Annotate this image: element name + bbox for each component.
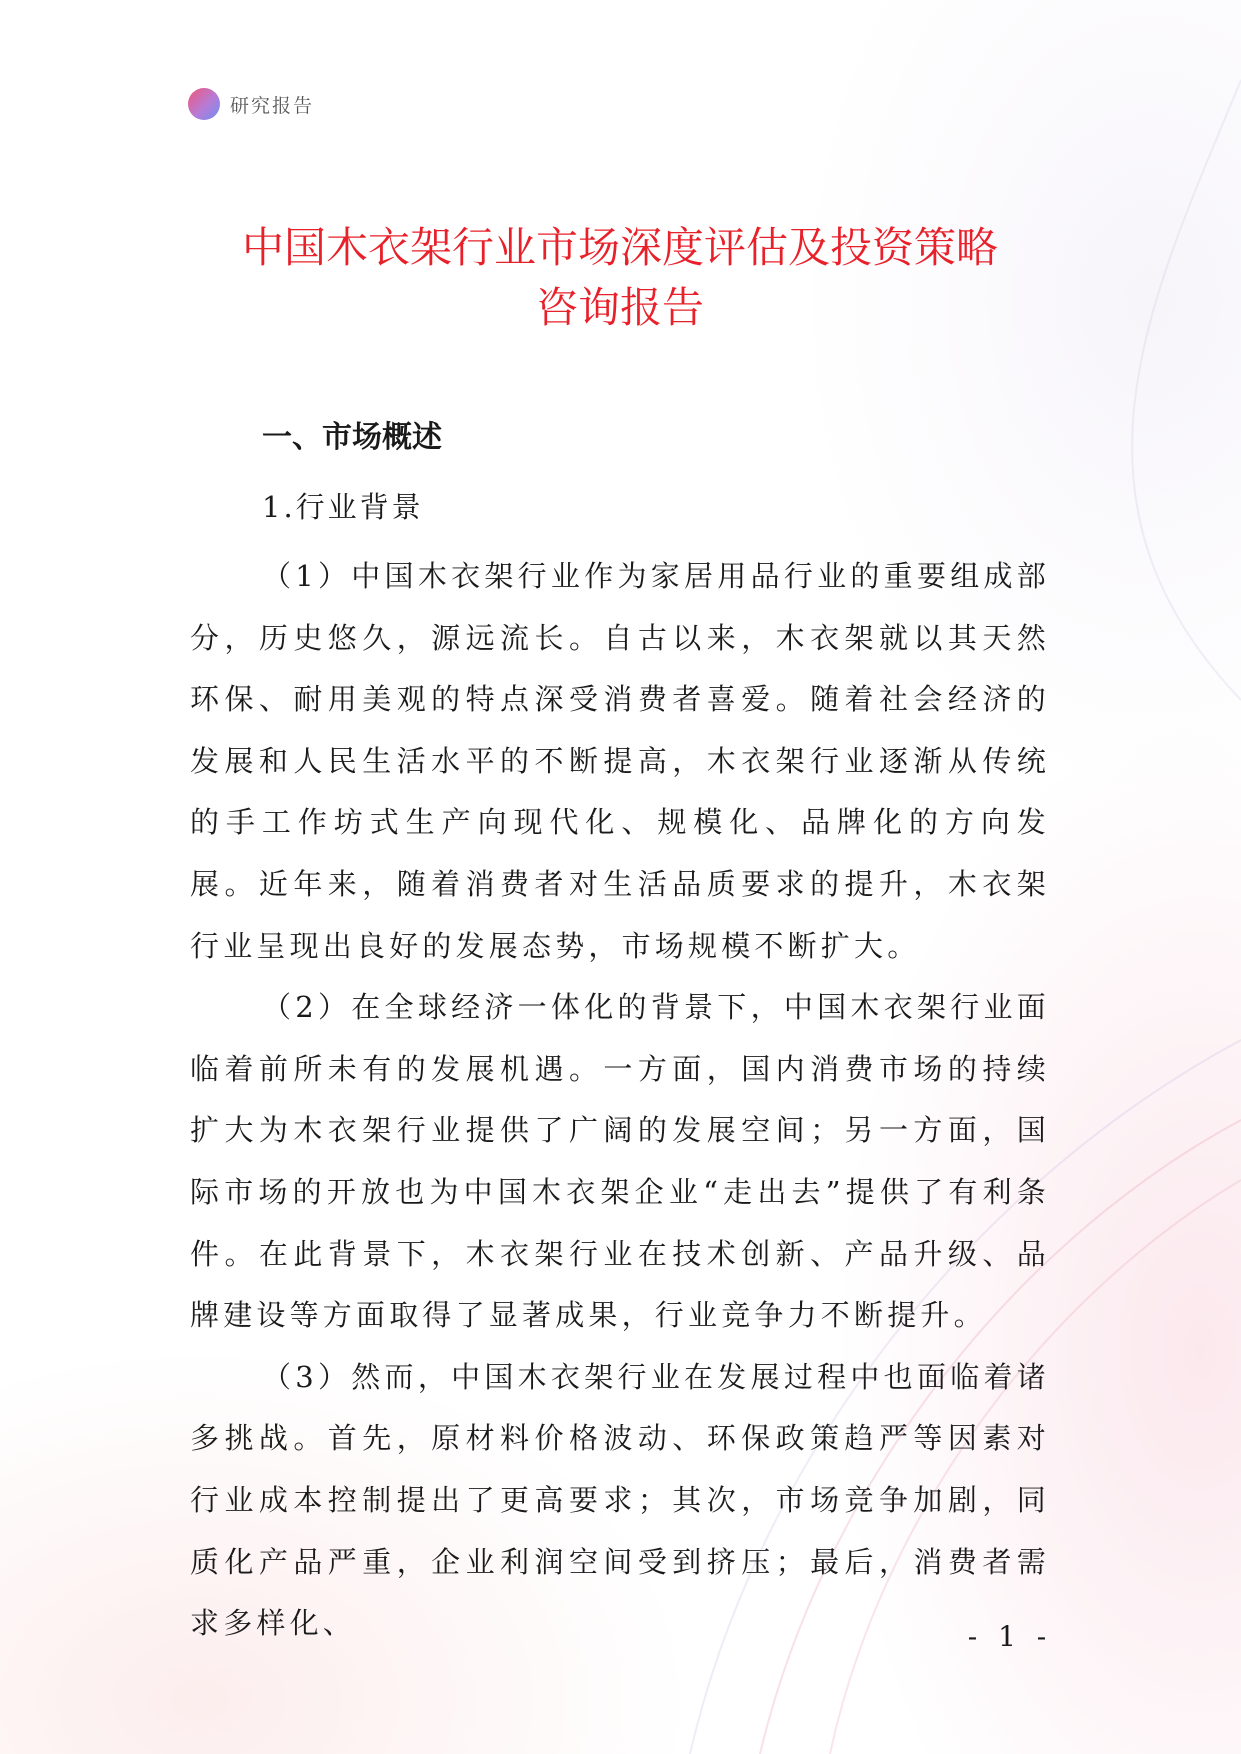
paragraph-3: （3）然而，中国木衣架行业在发展过程中也面临着诸多挑战。首先，原材料价格波动、环保政策趋严等因素对行业成本控制提出了更高要求；其次，市场竞争加剧，同质化产品严重，企业利润空间受到挤压；最后，消费者需求多样化、 [190, 1359, 1050, 1641]
page-number: - 1 - [967, 1620, 1053, 1653]
sub-heading: 1.行业背景 [262, 490, 424, 524]
header-label: 研究报告 [230, 94, 315, 117]
report-body [190, 412, 1050, 1655]
paragraph-2: （2）在全球经济一体化的背景下，中国木衣架行业面临着前所未有的发展机遇。一方面，国内消费市场的持续扩大为木衣架行业提供了广阔的发展空间；另一方面，国际市场的开放也为中国木衣架企业“走出去”提供了有利条件。在此背景下，木衣架行业在技术创新、产品升级、品牌建设等方面取得了显著成果，行业竞争力不断提升。 [190, 990, 1050, 1333]
section-heading: 一、市场概述 [262, 420, 442, 455]
title-line-2: 咨询报告 [535, 283, 704, 332]
report-header [188, 88, 314, 120]
report-title [160, 218, 1080, 338]
logo-icon [188, 88, 220, 120]
title-line-1: 中国木衣架行业市场深度评估及投资策略 [241, 223, 998, 272]
paragraph-1: （1）中国木衣架行业作为家居用品行业的重要组成部分，历史悠久，源远流长。自古以来，木衣架就以其天然环保、耐用美观的特点深受消费者喜爱。随着社会经济的发展和人民生活水平的不断提高，木衣架行业逐渐从传统的手工作坊式生产向现代化、规模化、品牌化的方向发展。近年来，随着消费者对生活品质要求的提升，木衣架行业呈现出良好的发展态势，市场规模不断扩大。 [190, 559, 1050, 963]
